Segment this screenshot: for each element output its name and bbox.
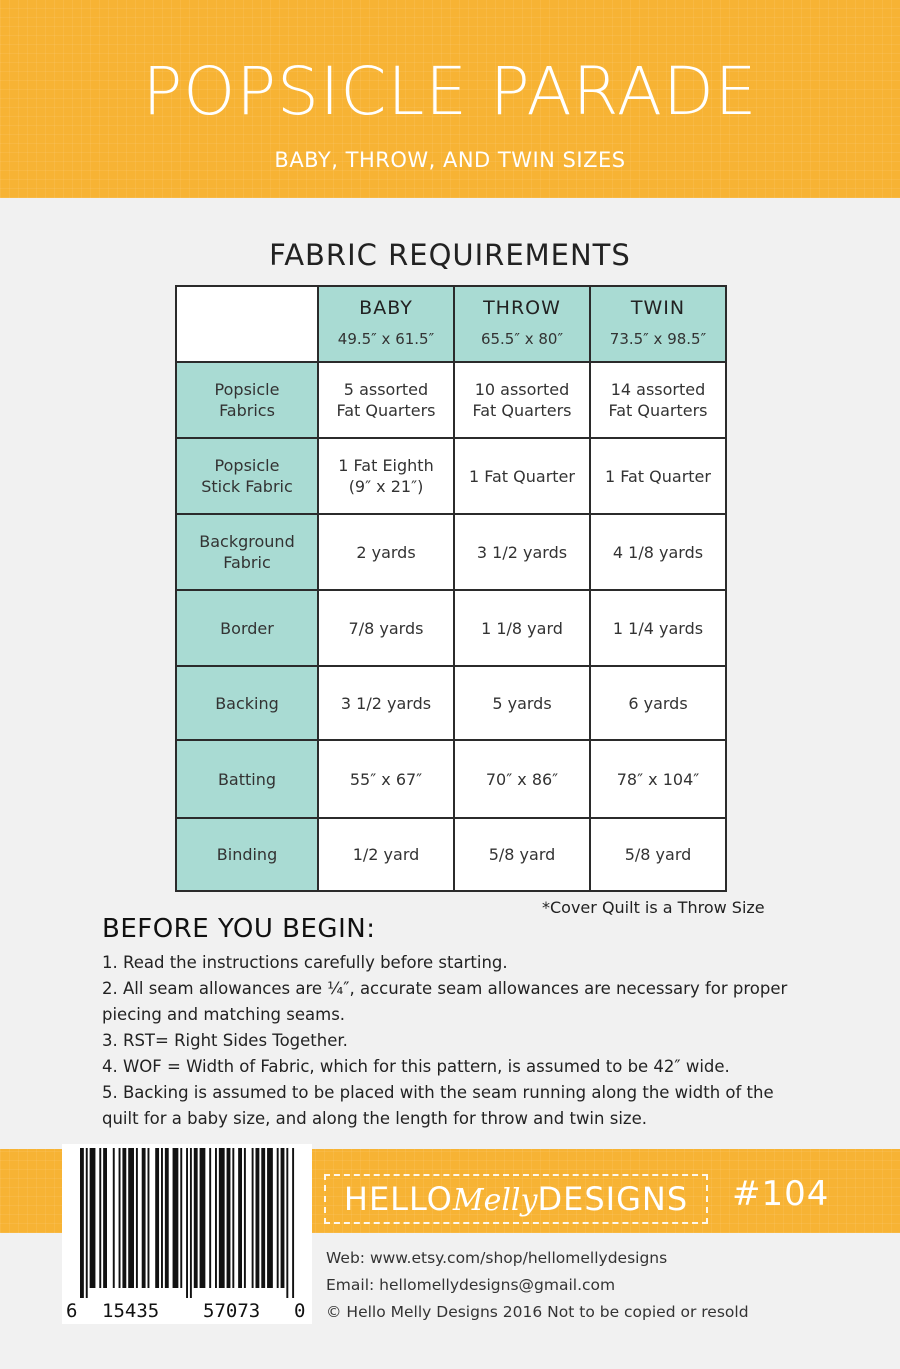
barcode-bar [256, 1148, 260, 1288]
value-text: 5 yards [492, 693, 552, 713]
row-label-cell [176, 818, 318, 891]
barcode-digit: 57073 [203, 1300, 261, 1322]
barcode-bar [113, 1148, 115, 1288]
value-cell [318, 818, 454, 891]
row-label-text: Stick Fabric [201, 477, 293, 496]
barcode-bar [173, 1148, 179, 1288]
row-label-text: Fabric [223, 553, 271, 572]
value-cell [590, 818, 726, 891]
barcode-bar [136, 1148, 138, 1288]
row-label-text: Batting [217, 769, 277, 789]
column-header-twin [590, 286, 726, 362]
column-size-name: THROW [483, 297, 561, 319]
table-row [176, 514, 726, 590]
before-you-begin-list [102, 950, 802, 1132]
barcode-bar [252, 1148, 254, 1288]
barcode-bar [286, 1148, 288, 1298]
value-cell [318, 666, 454, 740]
barcode-bar [148, 1148, 150, 1288]
row-label-cell [176, 590, 318, 666]
column-size-name: TWIN [630, 297, 686, 319]
table-header-row [176, 286, 726, 362]
barcode-number [62, 1300, 312, 1322]
table-row [176, 666, 726, 740]
table-row [176, 590, 726, 666]
table-corner-cell [176, 286, 318, 362]
barcode-bar [238, 1148, 242, 1288]
row-label-text: Backing [215, 693, 279, 713]
table-row [176, 740, 726, 818]
value-text: 4 1/8 yards [612, 542, 704, 562]
pattern-title: POPSICLE PARADE [142, 53, 758, 130]
barcode-bar [186, 1148, 188, 1298]
barcode-bar [261, 1148, 265, 1288]
value-text: 55″ x 67″ [349, 769, 423, 789]
value-text: 3 1/2 yards [476, 542, 568, 562]
barcode-bar [244, 1148, 246, 1288]
value-cell [590, 438, 726, 514]
fabric-requirements-title: FABRIC REQUIREMENTS [269, 238, 631, 272]
row-label-text: Border [220, 618, 274, 638]
column-size-dimensions: 49.5″ x 61.5″ [337, 330, 435, 348]
value-cell [454, 362, 590, 438]
barcode-bar [119, 1148, 121, 1288]
email-address: Email: hellomellydesigns@gmail.com [326, 1276, 616, 1294]
value-cell [454, 818, 590, 891]
value-cell [590, 740, 726, 818]
barcode-bar [215, 1148, 217, 1288]
barcode-bar [122, 1148, 126, 1288]
brand-logo [324, 1174, 708, 1224]
barcode-digit: 0 [294, 1300, 306, 1322]
barcode-bar [200, 1148, 206, 1288]
barcode-bar [99, 1148, 101, 1288]
barcode-bar [161, 1148, 163, 1288]
value-text: 1 Fat Eighth [338, 456, 434, 475]
value-text: 1 Fat Quarter [469, 466, 575, 486]
cover-quilt-note: *Cover Quilt is a Throw Size [542, 898, 765, 917]
row-label-cell [176, 362, 318, 438]
before-you-begin-title: BEFORE YOU BEGIN: [102, 914, 376, 944]
value-text: 3 1/2 yards [340, 693, 432, 713]
value-cell [590, 514, 726, 590]
value-text: 5/8 yard [624, 845, 692, 864]
value-cell [454, 740, 590, 818]
value-text: 70″ x 86″ [485, 769, 559, 789]
list-item: 5. Backing is assumed to be placed with the seam running along the width of the quilt for a baby size, and along the length for throw and twin size. [102, 1083, 774, 1128]
logo-script-word: Melly [452, 1183, 538, 1218]
value-text: 5 assorted [343, 380, 429, 399]
value-text: 78″ x 104″ [616, 769, 700, 789]
value-cell [318, 740, 454, 818]
value-cell [318, 514, 454, 590]
barcode-bar [227, 1148, 231, 1288]
table-row [176, 438, 726, 514]
pattern-number: #104 [732, 1174, 830, 1214]
value-text: 14 assorted [610, 380, 706, 399]
barcode-bar [180, 1148, 182, 1288]
barcode-bar [190, 1148, 192, 1298]
value-cell [454, 514, 590, 590]
barcode-bars [80, 1148, 296, 1298]
value-text: 1 Fat Quarter [605, 466, 711, 486]
barcode-bar [80, 1148, 84, 1298]
row-label-cell [176, 666, 318, 740]
barcode-bar [128, 1148, 134, 1288]
barcode-bar [165, 1148, 169, 1288]
barcode-bar [86, 1148, 88, 1298]
value-cell [590, 362, 726, 438]
value-cell [454, 590, 590, 666]
barcode-bar [142, 1148, 146, 1288]
value-text: 2 yards [356, 542, 416, 562]
barcode [62, 1144, 312, 1324]
pattern-subtitle: BABY, THROW, AND TWIN SIZES [274, 148, 626, 172]
barcode-digit: 15435 [102, 1300, 160, 1322]
value-text: (9″ x 21″) [348, 477, 424, 496]
table-row [176, 362, 726, 438]
barcode-bar [194, 1148, 198, 1288]
row-label-cell [176, 740, 318, 818]
list-item: 4. WOF = Width of Fabric, which for this pattern, is assumed to be 42″ wide. [102, 1057, 730, 1076]
barcode-bar [292, 1148, 294, 1298]
list-item: 1. Read the instructions carefully before starting. [102, 953, 508, 972]
fabric-requirements-table [175, 285, 727, 892]
value-cell [454, 438, 590, 514]
value-cell [590, 666, 726, 740]
column-header-baby [318, 286, 454, 362]
value-text: 10 assorted [474, 380, 570, 399]
web-address: Web: www.etsy.com/shop/hellomellydesigns [326, 1249, 668, 1267]
table-row [176, 818, 726, 891]
contact-info [326, 1245, 749, 1326]
value-text: Fat Quarters [336, 401, 436, 420]
list-item: 2. All seam allowances are ¼″, accurate seam allowances are necessary for proper piecing and matching seams. [102, 979, 788, 1024]
value-cell [318, 438, 454, 514]
value-text: 6 yards [628, 693, 688, 713]
column-size-dimensions: 65.5″ x 80″ [480, 330, 564, 348]
row-label-text: Popsicle [214, 456, 280, 475]
barcode-bar [155, 1148, 159, 1288]
row-label-text: Binding [216, 845, 278, 864]
copyright-notice: © Hello Melly Designs 2016 Not to be copied or resold [326, 1303, 749, 1321]
value-cell [318, 590, 454, 666]
barcode-bar [219, 1148, 225, 1288]
column-size-name: BABY [359, 297, 413, 319]
logo-word: HELLO [343, 1180, 453, 1218]
value-text: Fat Quarters [608, 401, 708, 420]
barcode-bar [103, 1148, 107, 1288]
row-label-text: Background [199, 532, 295, 551]
table-body [176, 362, 726, 891]
value-text: 1/2 yard [352, 845, 420, 864]
barcode-bar [90, 1148, 96, 1288]
value-text: Fat Quarters [472, 401, 572, 420]
barcode-bar [232, 1148, 234, 1288]
row-label-cell [176, 514, 318, 590]
row-label-cell [176, 438, 318, 514]
value-text: 1 1/4 yards [612, 618, 704, 638]
list-item: 3. RST= Right Sides Together. [102, 1031, 348, 1050]
barcode-bar [267, 1148, 273, 1288]
value-cell [590, 590, 726, 666]
barcode-digit: 6 [66, 1300, 78, 1322]
column-header-throw [454, 286, 590, 362]
row-label-text: Popsicle [214, 380, 280, 399]
value-cell [318, 362, 454, 438]
barcode-bar [209, 1148, 211, 1288]
logo-word: DESIGNS [537, 1180, 689, 1218]
value-text: 5/8 yard [488, 845, 556, 864]
value-text: 1 1/8 yard [481, 618, 563, 638]
value-cell [454, 666, 590, 740]
value-text: 7/8 yards [348, 618, 424, 638]
barcode-bar [281, 1148, 285, 1288]
barcode-bar [277, 1148, 279, 1288]
column-size-dimensions: 73.5″ x 98.5″ [609, 330, 707, 348]
row-label-text: Fabrics [219, 401, 275, 420]
